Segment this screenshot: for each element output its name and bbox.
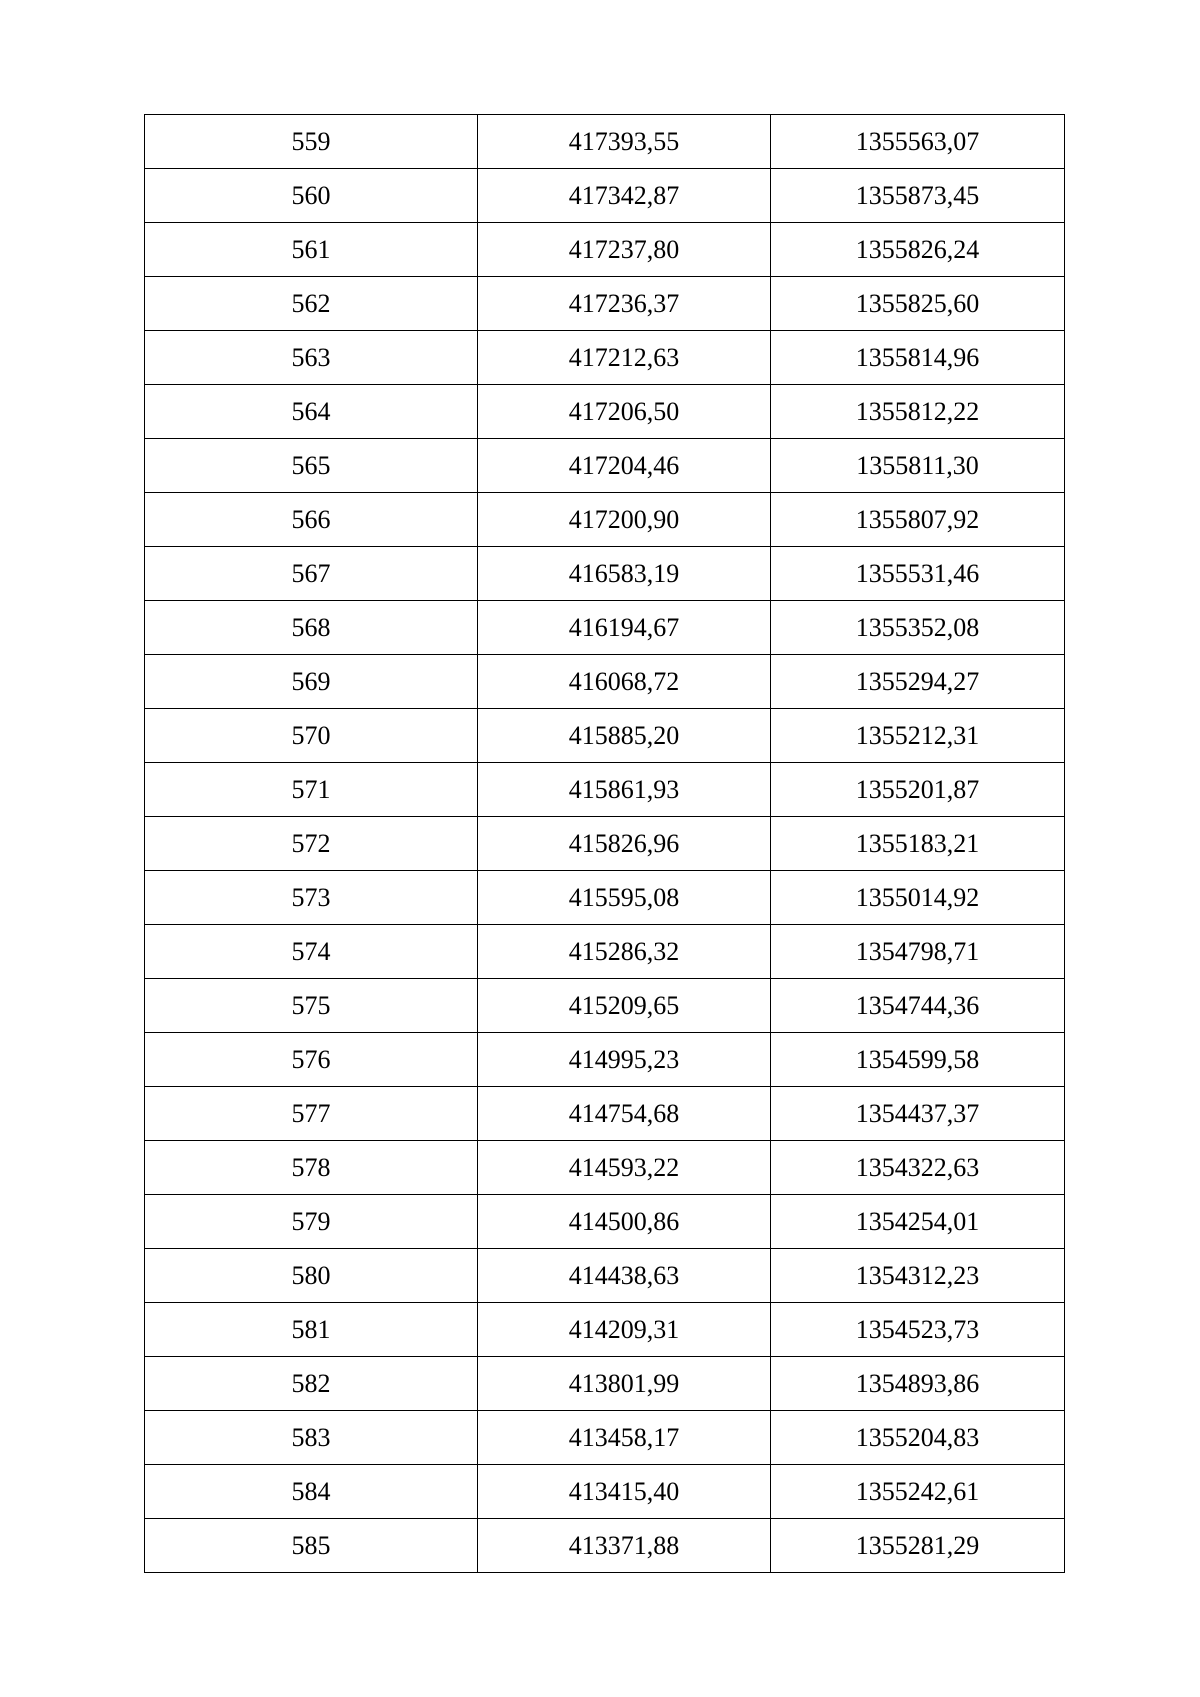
x-coordinate-cell: 417393,55 [478, 115, 771, 169]
y-coordinate-cell: 1355201,87 [771, 763, 1065, 817]
table-row [145, 709, 1065, 763]
y-coordinate-cell: 1355204,83 [771, 1411, 1065, 1465]
y-coordinate-cell: 1355807,92 [771, 493, 1065, 547]
point-number-cell: 566 [145, 493, 478, 547]
y-coordinate-cell: 1355873,45 [771, 169, 1065, 223]
table-row [145, 1249, 1065, 1303]
x-coordinate-cell: 414209,31 [478, 1303, 771, 1357]
y-coordinate-cell: 1355811,30 [771, 439, 1065, 493]
table-row [145, 439, 1065, 493]
x-coordinate-cell: 413801,99 [478, 1357, 771, 1411]
table-row [145, 1411, 1065, 1465]
x-coordinate-cell: 416194,67 [478, 601, 771, 655]
coordinates-table [144, 114, 1065, 1573]
point-number-cell: 574 [145, 925, 478, 979]
y-coordinate-cell: 1355825,60 [771, 277, 1065, 331]
x-coordinate-cell: 417342,87 [478, 169, 771, 223]
table-row [145, 979, 1065, 1033]
point-number-cell: 559 [145, 115, 478, 169]
x-coordinate-cell: 415861,93 [478, 763, 771, 817]
y-coordinate-cell: 1354744,36 [771, 979, 1065, 1033]
point-number-cell: 576 [145, 1033, 478, 1087]
point-number-cell: 568 [145, 601, 478, 655]
y-coordinate-cell: 1355183,21 [771, 817, 1065, 871]
point-number-cell: 570 [145, 709, 478, 763]
y-coordinate-cell: 1355242,61 [771, 1465, 1065, 1519]
x-coordinate-cell: 416583,19 [478, 547, 771, 601]
y-coordinate-cell: 1354798,71 [771, 925, 1065, 979]
table-row [145, 331, 1065, 385]
point-number-cell: 562 [145, 277, 478, 331]
x-coordinate-cell: 415286,32 [478, 925, 771, 979]
x-coordinate-cell: 413415,40 [478, 1465, 771, 1519]
table-row [145, 1195, 1065, 1249]
point-number-cell: 581 [145, 1303, 478, 1357]
point-number-cell: 564 [145, 385, 478, 439]
table-row [145, 1087, 1065, 1141]
x-coordinate-cell: 417236,37 [478, 277, 771, 331]
x-coordinate-cell: 416068,72 [478, 655, 771, 709]
x-coordinate-cell: 415595,08 [478, 871, 771, 925]
point-number-cell: 578 [145, 1141, 478, 1195]
point-number-cell: 579 [145, 1195, 478, 1249]
table-row [145, 169, 1065, 223]
y-coordinate-cell: 1354437,37 [771, 1087, 1065, 1141]
coordinates-table-body [145, 115, 1065, 1573]
x-coordinate-cell: 413458,17 [478, 1411, 771, 1465]
point-number-cell: 582 [145, 1357, 478, 1411]
point-number-cell: 561 [145, 223, 478, 277]
y-coordinate-cell: 1354254,01 [771, 1195, 1065, 1249]
coordinates-table-container [144, 114, 1064, 1573]
y-coordinate-cell: 1354599,58 [771, 1033, 1065, 1087]
y-coordinate-cell: 1355212,31 [771, 709, 1065, 763]
point-number-cell: 560 [145, 169, 478, 223]
table-row [145, 925, 1065, 979]
table-row [145, 1303, 1065, 1357]
point-number-cell: 573 [145, 871, 478, 925]
y-coordinate-cell: 1355352,08 [771, 601, 1065, 655]
table-row [145, 385, 1065, 439]
point-number-cell: 577 [145, 1087, 478, 1141]
y-coordinate-cell: 1355814,96 [771, 331, 1065, 385]
y-coordinate-cell: 1355812,22 [771, 385, 1065, 439]
x-coordinate-cell: 414754,68 [478, 1087, 771, 1141]
point-number-cell: 572 [145, 817, 478, 871]
point-number-cell: 571 [145, 763, 478, 817]
table-row [145, 871, 1065, 925]
table-row [145, 655, 1065, 709]
point-number-cell: 567 [145, 547, 478, 601]
x-coordinate-cell: 413371,88 [478, 1519, 771, 1573]
x-coordinate-cell: 415209,65 [478, 979, 771, 1033]
x-coordinate-cell: 414995,23 [478, 1033, 771, 1087]
table-row [145, 763, 1065, 817]
point-number-cell: 584 [145, 1465, 478, 1519]
y-coordinate-cell: 1354893,86 [771, 1357, 1065, 1411]
table-row [145, 1357, 1065, 1411]
y-coordinate-cell: 1354523,73 [771, 1303, 1065, 1357]
y-coordinate-cell: 1355281,29 [771, 1519, 1065, 1573]
x-coordinate-cell: 414500,86 [478, 1195, 771, 1249]
x-coordinate-cell: 417237,80 [478, 223, 771, 277]
point-number-cell: 563 [145, 331, 478, 385]
table-row [145, 817, 1065, 871]
table-row [145, 1033, 1065, 1087]
point-number-cell: 569 [145, 655, 478, 709]
point-number-cell: 575 [145, 979, 478, 1033]
y-coordinate-cell: 1355826,24 [771, 223, 1065, 277]
y-coordinate-cell: 1355014,92 [771, 871, 1065, 925]
table-row [145, 601, 1065, 655]
x-coordinate-cell: 414593,22 [478, 1141, 771, 1195]
y-coordinate-cell: 1355531,46 [771, 547, 1065, 601]
y-coordinate-cell: 1354322,63 [771, 1141, 1065, 1195]
y-coordinate-cell: 1355563,07 [771, 115, 1065, 169]
table-row [145, 277, 1065, 331]
point-number-cell: 585 [145, 1519, 478, 1573]
table-row [145, 223, 1065, 277]
x-coordinate-cell: 417200,90 [478, 493, 771, 547]
y-coordinate-cell: 1355294,27 [771, 655, 1065, 709]
x-coordinate-cell: 415885,20 [478, 709, 771, 763]
x-coordinate-cell: 417204,46 [478, 439, 771, 493]
table-row [145, 1519, 1065, 1573]
x-coordinate-cell: 417206,50 [478, 385, 771, 439]
point-number-cell: 583 [145, 1411, 478, 1465]
table-row [145, 493, 1065, 547]
x-coordinate-cell: 415826,96 [478, 817, 771, 871]
table-row [145, 115, 1065, 169]
point-number-cell: 565 [145, 439, 478, 493]
table-row [145, 547, 1065, 601]
table-row [145, 1141, 1065, 1195]
x-coordinate-cell: 414438,63 [478, 1249, 771, 1303]
y-coordinate-cell: 1354312,23 [771, 1249, 1065, 1303]
table-row [145, 1465, 1065, 1519]
x-coordinate-cell: 417212,63 [478, 331, 771, 385]
point-number-cell: 580 [145, 1249, 478, 1303]
